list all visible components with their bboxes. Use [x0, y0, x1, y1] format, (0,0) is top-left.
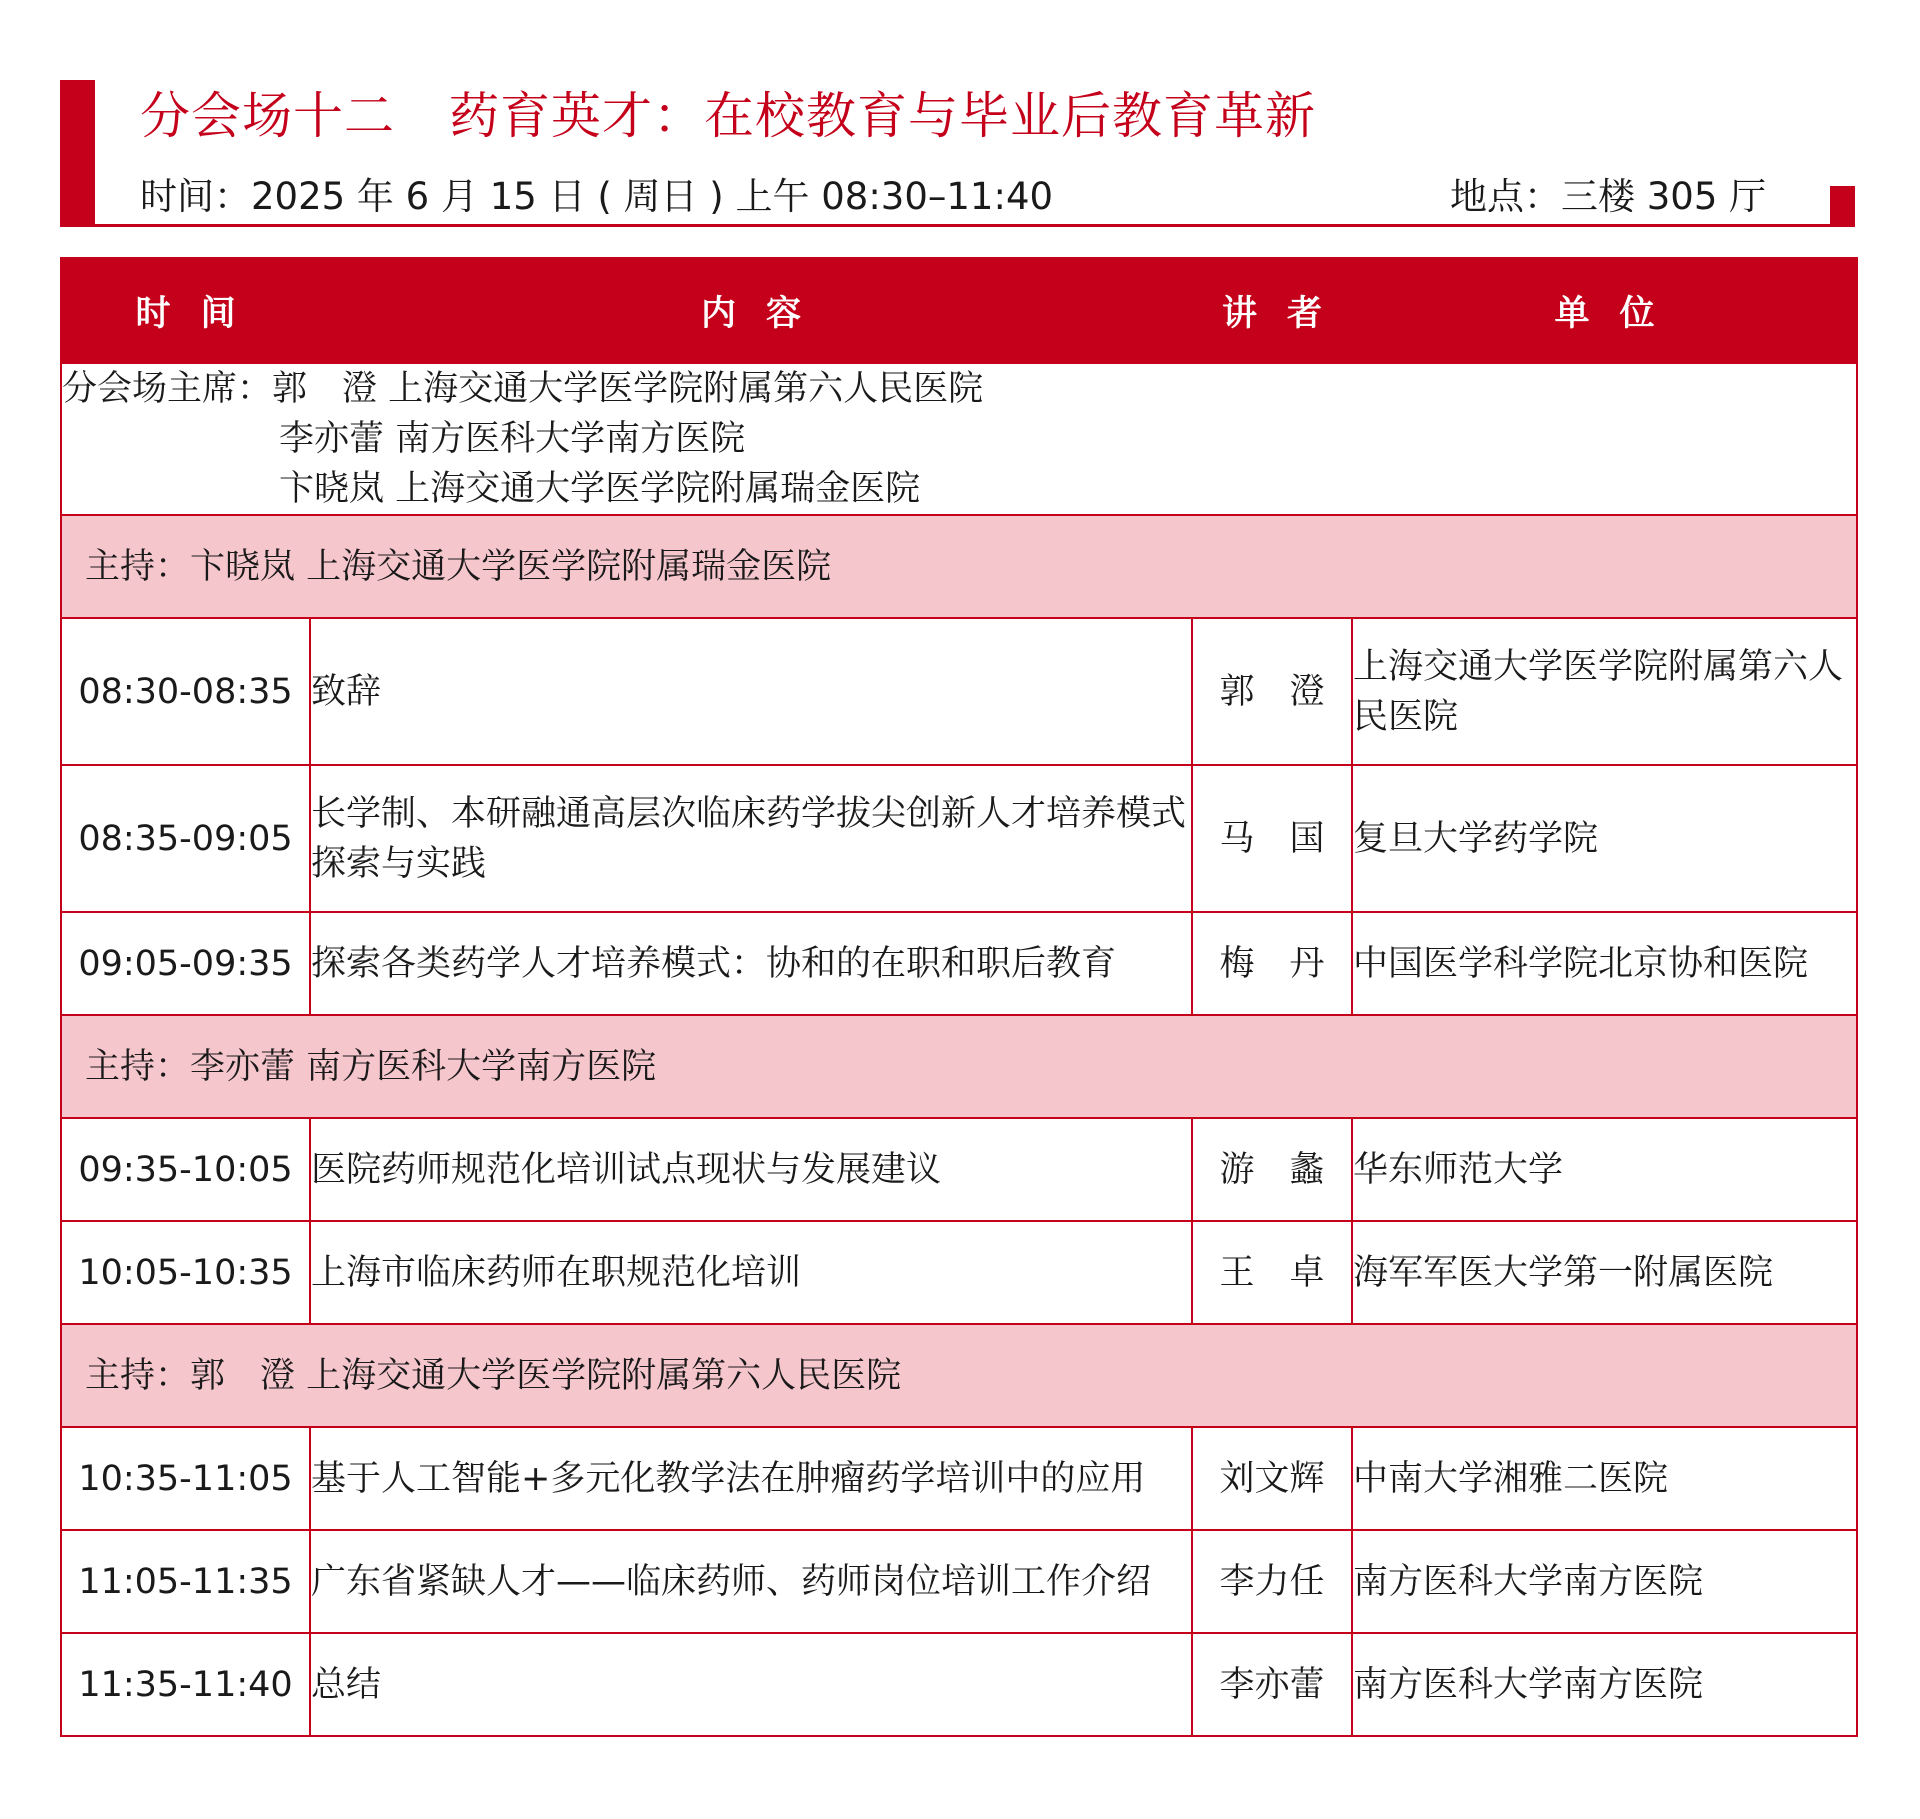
col-header-content: 内容 — [310, 258, 1192, 363]
row-topic: 致辞 — [310, 618, 1192, 765]
table-row — [61, 1427, 1857, 1530]
row-speaker: 游 蠡 — [1192, 1118, 1352, 1221]
right-accent-bar — [1830, 186, 1855, 226]
host-row — [61, 515, 1857, 618]
row-topic: 广东省紧缺人才——临床药师、药师岗位培训工作介绍 — [310, 1530, 1192, 1633]
host-label: 主持：李亦蕾 南方医科大学南方医院 — [61, 1015, 1857, 1118]
chair-1: 郭 澄 上海交通大学医学院附属第六人民医院 — [272, 369, 984, 409]
table-row — [61, 1530, 1857, 1633]
row-topic: 医院药师规范化培训试点现状与发展建议 — [310, 1118, 1192, 1221]
row-time: 09:35-10:05 — [61, 1118, 310, 1221]
table-row — [61, 1118, 1857, 1221]
session-name: 分会场十二 — [140, 87, 395, 145]
chairs-label: 分会场主席： — [62, 369, 273, 409]
chairs-cell — [61, 363, 1857, 515]
row-topic: 长学制、本研融通高层次临床药学拔尖创新人才培养模式探索与实践 — [310, 765, 1192, 912]
col-header-speaker: 讲者 — [1192, 258, 1352, 363]
row-unit: 南方医科大学南方医院 — [1352, 1633, 1857, 1736]
schedule-table — [60, 257, 1858, 1737]
row-speaker: 刘文辉 — [1192, 1427, 1352, 1530]
table-row — [61, 765, 1857, 912]
row-time: 11:05-11:35 — [61, 1530, 310, 1633]
row-unit: 南方医科大学南方医院 — [1352, 1530, 1857, 1633]
row-unit: 复旦大学药学院 — [1352, 765, 1857, 912]
table-header-row — [61, 258, 1857, 363]
table-row — [61, 618, 1857, 765]
row-unit: 中南大学湘雅二医院 — [1352, 1427, 1857, 1530]
host-row — [61, 1324, 1857, 1427]
row-unit: 华东师范大学 — [1352, 1118, 1857, 1221]
row-time: 11:35-11:40 — [61, 1633, 310, 1736]
header-divider — [60, 224, 1855, 227]
host-label: 主持：郭 澄 上海交通大学医学院附属第六人民医院 — [61, 1324, 1857, 1427]
row-time: 08:30-08:35 — [61, 618, 310, 765]
row-time: 09:05-09:35 — [61, 912, 310, 1015]
row-topic: 探索各类药学人才培养模式：协和的在职和职后教育 — [310, 912, 1192, 1015]
row-speaker: 郭 澄 — [1192, 618, 1352, 765]
col-header-time: 时间 — [61, 258, 310, 363]
col-header-unit: 单位 — [1352, 258, 1857, 363]
host-label: 主持：卞晓岚 上海交通大学医学院附属瑞金医院 — [61, 515, 1857, 618]
table-row — [61, 912, 1857, 1015]
row-speaker: 马 国 — [1192, 765, 1352, 912]
chair-2: 李亦蕾 南方医科大学南方医院 — [279, 419, 746, 459]
row-unit: 中国医学科学院北京协和医院 — [1352, 912, 1857, 1015]
row-topic: 上海市临床药师在职规范化培训 — [310, 1221, 1192, 1324]
row-speaker: 李力任 — [1192, 1530, 1352, 1633]
row-speaker: 王 卓 — [1192, 1221, 1352, 1324]
page-title — [140, 76, 1316, 148]
row-topic: 基于人工智能+多元化教学法在肿瘤药学培训中的应用 — [310, 1427, 1192, 1530]
session-time: 时间：2025 年 6 月 15 日 ( 周日 ) 上午 08:30–11:40 — [140, 175, 1054, 218]
row-speaker: 梅 丹 — [1192, 912, 1352, 1015]
chairs-row — [61, 363, 1857, 515]
host-row — [61, 1015, 1857, 1118]
row-unit: 上海交通大学医学院附属第六人民医院 — [1352, 618, 1857, 765]
row-unit: 海军军医大学第一附属医院 — [1352, 1221, 1857, 1324]
row-topic: 总结 — [310, 1633, 1192, 1736]
row-speaker: 李亦蕾 — [1192, 1633, 1352, 1736]
left-accent-bar — [60, 80, 95, 226]
chair-3: 卞晓岚 上海交通大学医学院附属瑞金医院 — [279, 469, 921, 509]
row-time: 10:35-11:05 — [61, 1427, 310, 1530]
table-row — [61, 1633, 1857, 1736]
row-time: 10:05-10:35 — [61, 1221, 310, 1324]
row-time: 08:35-09:05 — [61, 765, 310, 912]
session-location: 地点：三楼 305 厅 — [1450, 175, 1767, 218]
session-theme: 药育英才：在校教育与毕业后教育革新 — [449, 87, 1316, 145]
table-row — [61, 1221, 1857, 1324]
